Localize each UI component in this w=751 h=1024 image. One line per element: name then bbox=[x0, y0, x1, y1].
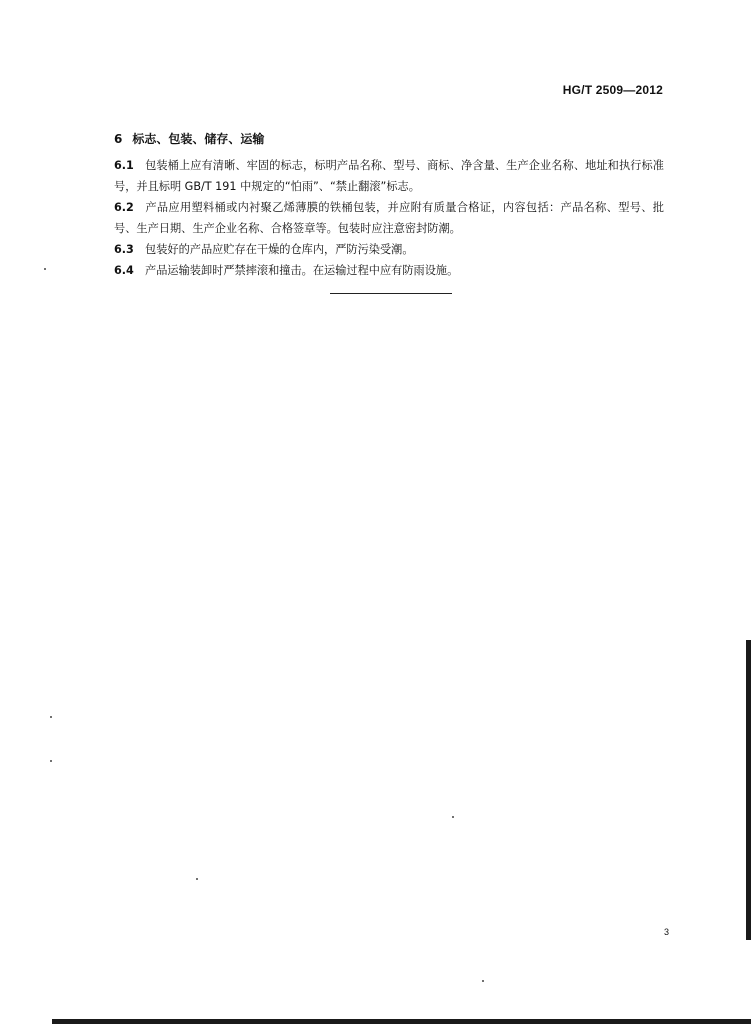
scan-border-right bbox=[746, 640, 751, 940]
clause-number: 6.4 bbox=[114, 264, 134, 277]
clause-6-3 bbox=[114, 239, 664, 260]
scan-speck bbox=[482, 980, 484, 982]
scan-border-bottom bbox=[52, 1019, 751, 1024]
clause-list bbox=[114, 155, 664, 281]
scan-speck bbox=[44, 268, 46, 270]
scan-speck bbox=[452, 816, 454, 818]
section-title: 标志、包装、储存、运输 bbox=[132, 132, 265, 146]
section-heading bbox=[114, 130, 264, 147]
scan-speck bbox=[50, 716, 52, 718]
clause-text: 包装好的产品应贮存在干燥的仓库内，严防污染受潮。 bbox=[145, 243, 414, 256]
end-of-standard-rule bbox=[330, 293, 452, 294]
clause-6-1 bbox=[114, 155, 664, 197]
clause-text: 包装桶上应有清晰、牢固的标志，标明产品名称、型号、商标、净含量、生产企业名称、地址和执行标准号，并且标明 GB/T 191 中规定的“怕雨”、“禁止翻滚”标志。 bbox=[114, 159, 664, 193]
scan-speck bbox=[196, 878, 198, 880]
clause-number: 6.2 bbox=[114, 201, 134, 214]
scan-speck bbox=[50, 760, 52, 762]
page-number: 3 bbox=[664, 927, 670, 937]
clause-6-2 bbox=[114, 197, 664, 239]
clause-6-4 bbox=[114, 260, 664, 281]
clause-number: 6.3 bbox=[114, 243, 134, 256]
section-number: 6 bbox=[114, 132, 123, 146]
clause-text: 产品应用塑料桶或内衬聚乙烯薄膜的铁桶包装，并应附有质量合格证，内容包括：产品名称、型号、批号、生产日期、生产企业名称、合格签章等。包装时应注意密封防潮。 bbox=[114, 201, 664, 235]
standard-code-header: HG/T 2509—2012 bbox=[562, 83, 663, 97]
clause-number: 6.1 bbox=[114, 159, 134, 172]
clause-text: 产品运输装卸时严禁摔滚和撞击。在运输过程中应有防雨设施。 bbox=[145, 264, 459, 277]
